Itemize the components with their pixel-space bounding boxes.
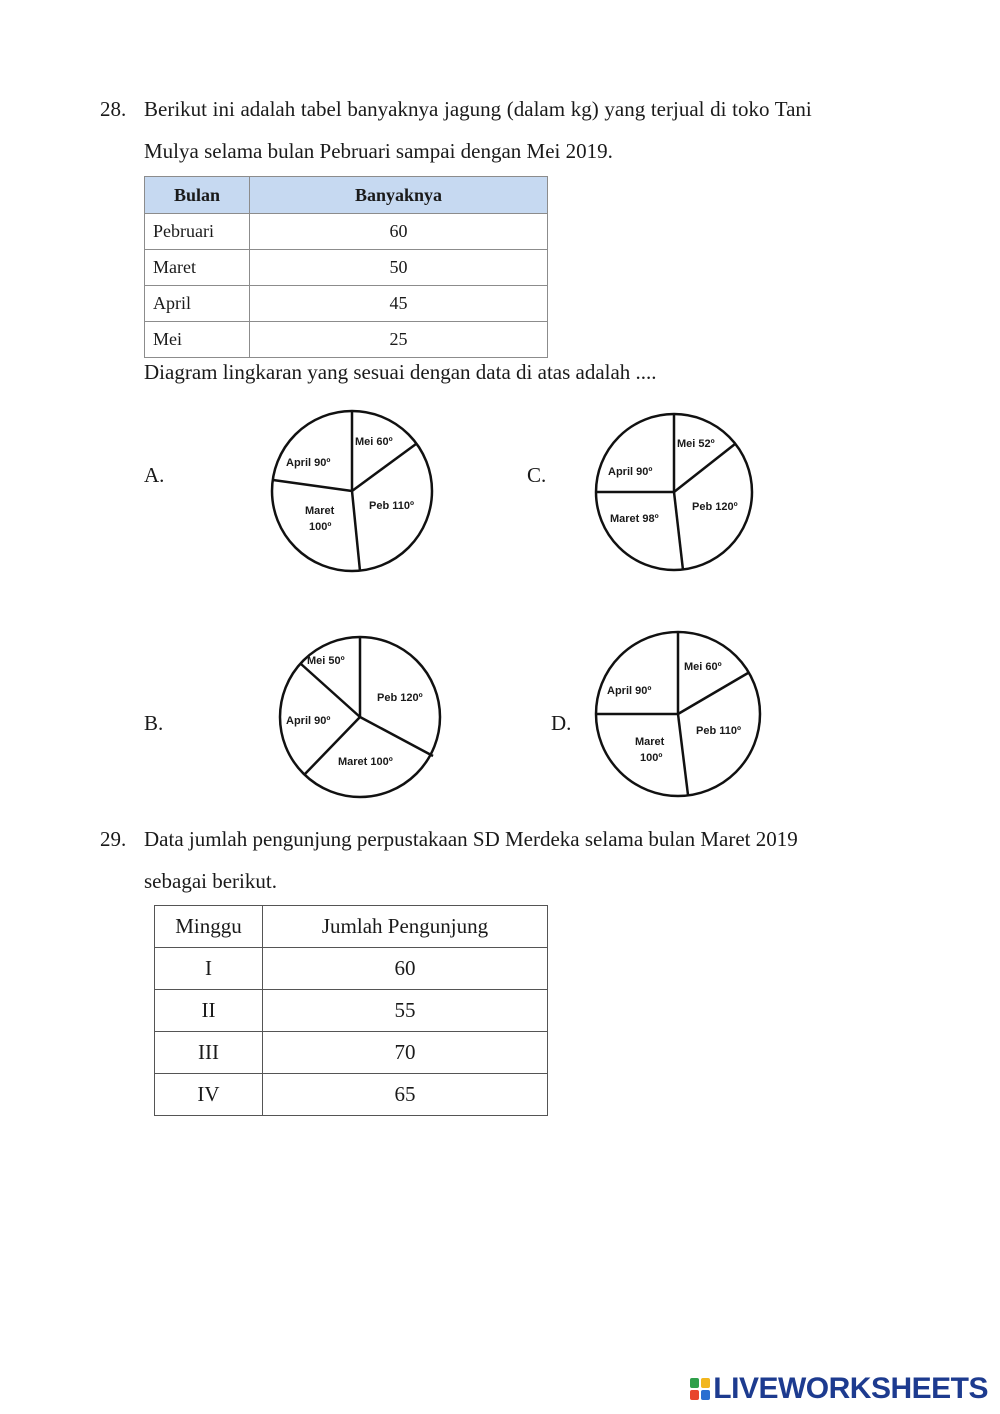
question-28-prompt: Diagram lingkaran yang sesuai dengan data di atas adalah .... [144,360,657,384]
liveworksheets-logo-icon [690,1378,710,1400]
table-header: Banyaknya [250,177,548,214]
question-28-text-line1: Berikut ini adalah tabel banyaknya jagung (dalam kg) yang terjual di toko Tani [144,97,812,121]
slice-label: April 90º [286,715,331,727]
question-29-table [154,905,548,1116]
option-b-letter[interactable]: B. [144,711,164,735]
slice-label: April 90º [607,685,652,697]
liveworksheets-logo-text: LIVEWORKSHEETS [713,1372,988,1405]
table-cell: 55 [263,990,548,1032]
slice-label: Peb 120º [377,692,423,704]
slice-label: 100º [640,752,663,764]
option-a-pie-chart[interactable] [267,406,437,576]
table-header: Minggu [155,906,263,948]
option-a-letter[interactable]: A. [144,463,165,487]
slice-label: Maret [305,505,335,517]
question-28-text-line2: Mulya selama bulan Pebruari sampai dengan Mei 2019. [144,139,613,163]
option-d-pie-chart[interactable] [592,628,764,800]
table-row [155,1074,548,1116]
table-cell: 50 [250,250,548,286]
table-cell: 65 [263,1074,548,1116]
liveworksheets-logo [690,1372,988,1406]
table-cell: Pebruari [145,214,250,250]
table-cell: 45 [250,286,548,322]
slice-label: April 90º [286,457,331,469]
table-row [155,990,548,1032]
table-row [145,250,548,286]
table-cell: April [145,286,250,322]
table-row [145,214,548,250]
option-b-pie-chart[interactable] [274,632,446,804]
option-c-pie-chart[interactable] [591,409,757,575]
table-cell: 60 [250,214,548,250]
table-cell: 25 [250,322,548,358]
question-29-text-line2: sebagai berikut. [144,869,277,893]
question-28-number: 28. [100,97,127,121]
table-row [155,1032,548,1074]
slice-label: Mei 52º [677,438,715,450]
table-cell: 60 [263,948,548,990]
slice-label: Mei 50º [307,655,345,667]
table-row [145,286,548,322]
table-row [155,948,548,990]
option-d-letter[interactable]: D. [551,711,572,735]
table-cell: Maret [145,250,250,286]
table-cell: IV [155,1074,263,1116]
question-29-text-line1: Data jumlah pengunjung perpustakaan SD Merdeka selama bulan Maret 2019 [144,827,798,851]
slice-label: 100º [309,521,332,533]
slice-label: Maret 98º [610,513,659,525]
option-c-letter[interactable]: C. [527,463,547,487]
slice-label: April 90º [608,466,653,478]
table-cell: III [155,1032,263,1074]
table-header: Bulan [145,177,250,214]
slice-label: Maret 100º [338,756,393,768]
table-cell: 70 [263,1032,548,1074]
slice-label: Mei 60º [684,661,722,673]
table-row [145,322,548,358]
slice-label: Maret [635,736,665,748]
slice-label: Peb 110º [696,725,741,737]
table-header: Jumlah Pengunjung [263,906,548,948]
question-29-number: 29. [100,827,127,851]
table-cell: I [155,948,263,990]
question-28-table [144,176,548,358]
slice-label: Peb 120º [692,501,738,513]
slice-label: Mei 60º [355,436,393,448]
table-cell: Mei [145,322,250,358]
slice-label: Peb 110º [369,500,414,512]
table-cell: II [155,990,263,1032]
